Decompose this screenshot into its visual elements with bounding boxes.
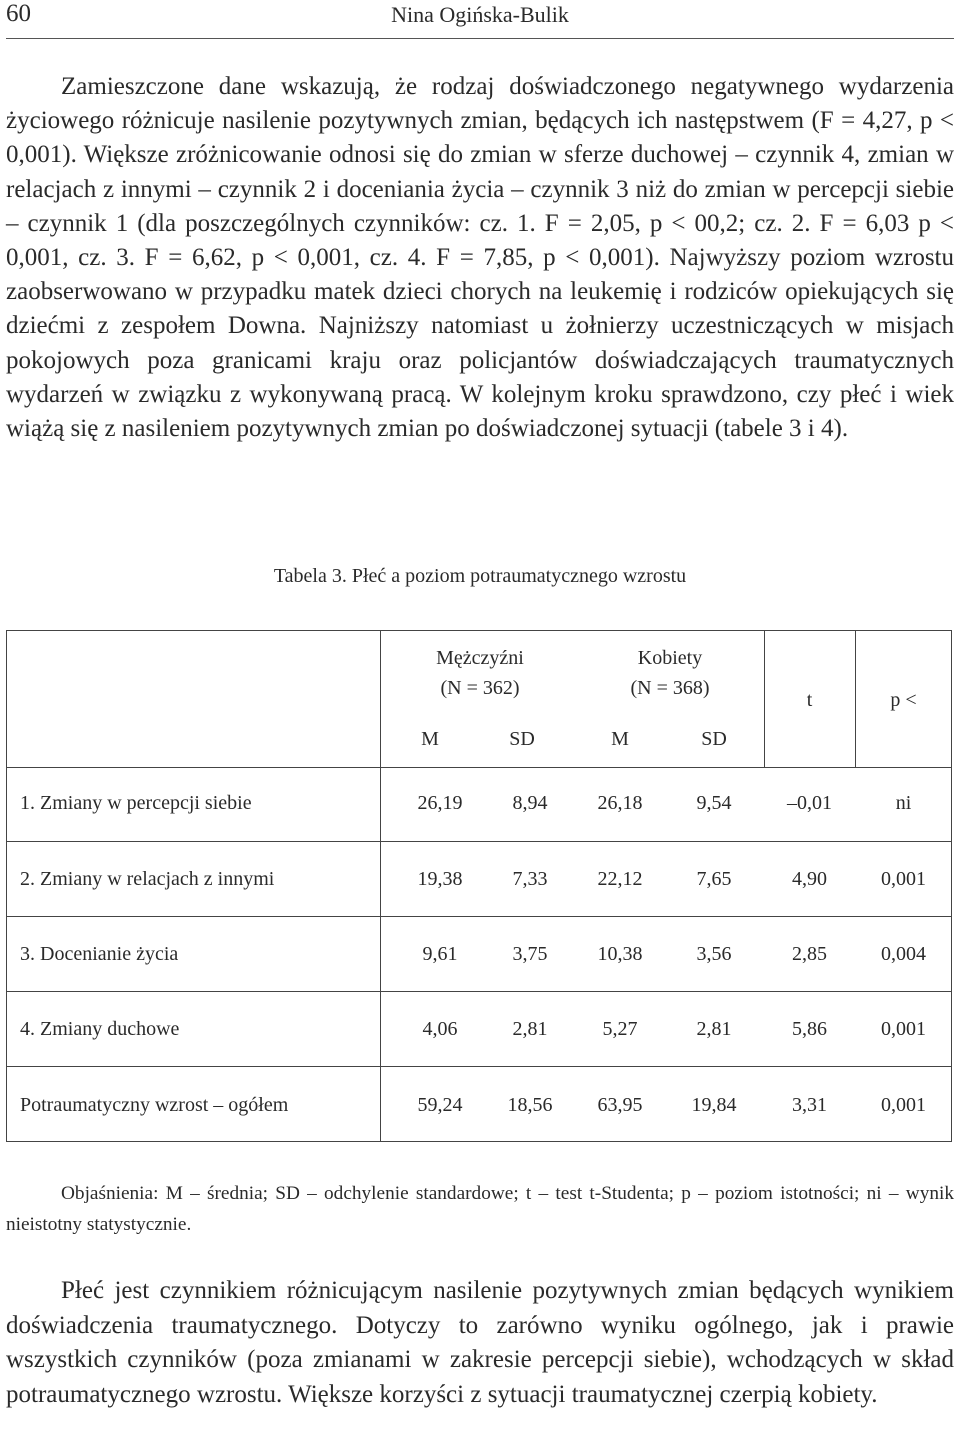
table-cell: 59,24 bbox=[417, 1094, 463, 1116]
table-cell: 0,001 bbox=[881, 868, 926, 890]
table-row-label: 2. Zmiany w relacjach z innymi bbox=[20, 868, 275, 890]
group-women-n: (N = 368) bbox=[630, 677, 710, 699]
table-cell: 8,94 bbox=[512, 792, 548, 814]
col-sd-men-header: SD bbox=[509, 728, 535, 750]
table-cell: 7,65 bbox=[696, 868, 732, 890]
results-table bbox=[6, 630, 952, 1142]
table-cell: 0,001 bbox=[881, 1094, 926, 1116]
table-cell: 19,38 bbox=[417, 868, 463, 890]
table-cell: 26,18 bbox=[597, 792, 643, 814]
page-header bbox=[6, 0, 954, 39]
table-cell: 63,95 bbox=[597, 1094, 643, 1116]
group-women-label: Kobiety bbox=[637, 647, 703, 669]
col-p-header: p < bbox=[890, 689, 917, 711]
table-cell: 19,84 bbox=[691, 1094, 737, 1116]
body-paragraph-2: Płeć jest czynnikiem różnicującym nasilenie pozytywnych zmian będących wynikiem doświadczenia traumatycznego. Dotyczy to zarówno wyniku ogólnego, jak i prawie wszystkich czynników (poza zmianami w zakresie percepcji siebie), wchodzących w skład potraumatycznego wzrostu. Większe korzyści z sytuacji traumatycznej czerpią kobiety. bbox=[6, 1277, 954, 1408]
table-cell: 10,38 bbox=[597, 943, 643, 965]
table-note: Objaśnienia: M – średnia; SD – odchylenie standardowe; t – test t-Studenta; p – poziom istotności; ni – wynik nieistotny statystycznie. bbox=[6, 1183, 954, 1235]
body-paragraph-1: Zamieszczone dane wskazują, że rodzaj doświadczonego negatywnego wydarzenia życiowego różnicuje nasilenie pozytywnych zmian, będących ich następstwem (F = 4,27, p < 0,001). Większe zróżnicowanie odnosi się do zmian w sferze duchowej – czynnik 4, zmian w relacjach z innymi – czynnik 2 i doceniania życia – czynnik 3 niż do zmian w percepcji siebie – czynnik 1 (dla poszczególnych czynników: cz. 1. F = 2,05, p < 00,2; cz. 2. F = 6,03 p < 0,001, cz. 3. F = 6,62, p < 0,001, cz. 4. F = 7,85, p < 0,001). Najwyższy poziom wzrostu zaobserwowano w przypadku matek dzieci chorych na leukemię i rodziców opiekujących się dziećmi z zespołem Downa. Najniższy natomiast u żołnierzy uczestniczących w misjach pokojowych poza granicami kraju oraz policjantów doświadczających traumatycznych wydarzeń w związku z wykonywaną pracą. W kolejnym kroku sprawdzono, czy płeć i wiek wiążą się z nasileniem pozytywnych zmian po doświadczonej sytuacji (tabele 3 i 4). bbox=[6, 73, 954, 443]
table-cell: ni bbox=[895, 792, 912, 814]
table-cell: 3,56 bbox=[696, 943, 732, 965]
table-cell: 4,90 bbox=[792, 868, 827, 890]
table-cell: 2,81 bbox=[696, 1018, 732, 1040]
table-cell: 5,86 bbox=[792, 1018, 827, 1040]
table-cell: 22,12 bbox=[597, 868, 643, 890]
col-m-men-header: M bbox=[421, 728, 439, 750]
table-row-label: Potraumatyczny wzrost – ogółem bbox=[20, 1094, 289, 1116]
table-cell: 0,001 bbox=[881, 1018, 926, 1040]
table-cell: –0,01 bbox=[787, 792, 832, 814]
group-men-label: Mężczyźni bbox=[436, 647, 524, 669]
col-sd-women-header: SD bbox=[701, 728, 727, 750]
table-cell: 4,06 bbox=[422, 1018, 458, 1040]
table-cell: 3,75 bbox=[512, 943, 548, 965]
table-cell: 5,27 bbox=[602, 1018, 638, 1040]
col-m-women-header: M bbox=[611, 728, 629, 750]
table-cell: 3,31 bbox=[792, 1094, 827, 1116]
table-cell: 18,56 bbox=[507, 1094, 553, 1116]
group-men-n: (N = 362) bbox=[440, 677, 520, 699]
table-cell: 7,33 bbox=[512, 868, 548, 890]
col-t-header: t bbox=[806, 689, 813, 711]
table-cell: 26,19 bbox=[417, 792, 463, 814]
table-cell: 0,004 bbox=[881, 943, 926, 965]
running-head: Nina Ogińska-Bulik bbox=[391, 2, 569, 27]
table-cell: 9,61 bbox=[422, 943, 458, 965]
page-number: 60 bbox=[6, 0, 31, 27]
table-row-label: 3. Docenianie życia bbox=[20, 943, 179, 965]
table-cell: 2,85 bbox=[792, 943, 827, 965]
table-row-label: 1. Zmiany w percepcji siebie bbox=[20, 792, 252, 814]
table-row-label: 4. Zmiany duchowe bbox=[20, 1018, 180, 1040]
table-cell: 9,54 bbox=[696, 792, 732, 814]
table-cell: 2,81 bbox=[512, 1018, 548, 1040]
table-caption: Tabela 3. Płeć a poziom potraumatycznego wzrostu bbox=[273, 565, 687, 587]
